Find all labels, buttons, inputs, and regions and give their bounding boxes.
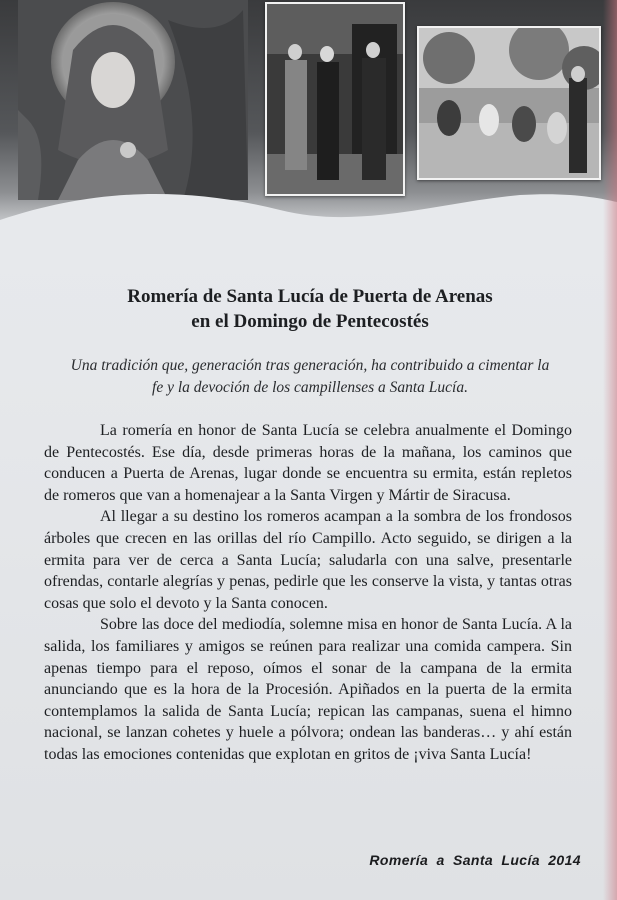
footer-caption: Romería a Santa Lucía 2014 [369,852,581,868]
paragraph-3: Sobre las doce del mediodía, solemne misa en honor de Santa Lucía. A la salida, los familiares y amigos se reúnen para realizar una comida campera. Sin apenas tiempo para el reposo, oímos el sonar de la campana de la ermita anunciando que es la hora de la Procesión. Apiñados en la puerta de la ermita contemplamos la salida de Santa Lucía; repican las campanas, suena el himno nacional, se lanzan cohetes y huele a pólvora; ondean las banderas… y ahí están todas las emociones contenidas que explotan en gritos de ¡viva Santa Lucía! [44,616,572,763]
page-edge-tint [603,0,617,900]
historic-photo-picnic [417,26,601,180]
header-wave-divider [0,180,617,250]
article-title [60,284,560,334]
subtitle-line-1: Una tradición que, generación tras generación, ha contribuido a cimentar la [70,357,550,374]
santa-lucia-image [18,0,248,200]
paragraph-1: La romería en honor de Santa Lucía se celebra anualmente el Domingo de Pentecostés. Ese día, desde primeras horas de la mañana, los caminos que conducen a Puerta de Arenas, lugar donde se encuentra su ermita, están repletos de romeros que van a homenajear a la Santa Virgen y Mártir de Siracusa. [44,422,572,504]
paragraph-2: Al llegar a su destino los romeros acampan a la sombra de los frondosos árboles que crecen en las orillas del río Campillo. Acto seguido, se dirigen a la ermita para ver de cerca a Santa Lucía; saludarla con una salve, presentarle ofrendas, contarle alegrías y penas, pedirle que les conserve la vista, y tantas otras cosas que solo el devoto y la Santa conocen. [44,508,572,612]
title-line-2: en el Domingo de Pentecostés [191,311,429,332]
article-subtitle [40,355,580,399]
subtitle-line-2: fe y la devoción de los campillenses a Santa Lucía. [152,379,468,396]
historic-photo-group-men [265,2,405,196]
article-body [44,420,572,766]
title-line-1: Romería de Santa Lucía de Puerta de Arenas [127,286,493,307]
